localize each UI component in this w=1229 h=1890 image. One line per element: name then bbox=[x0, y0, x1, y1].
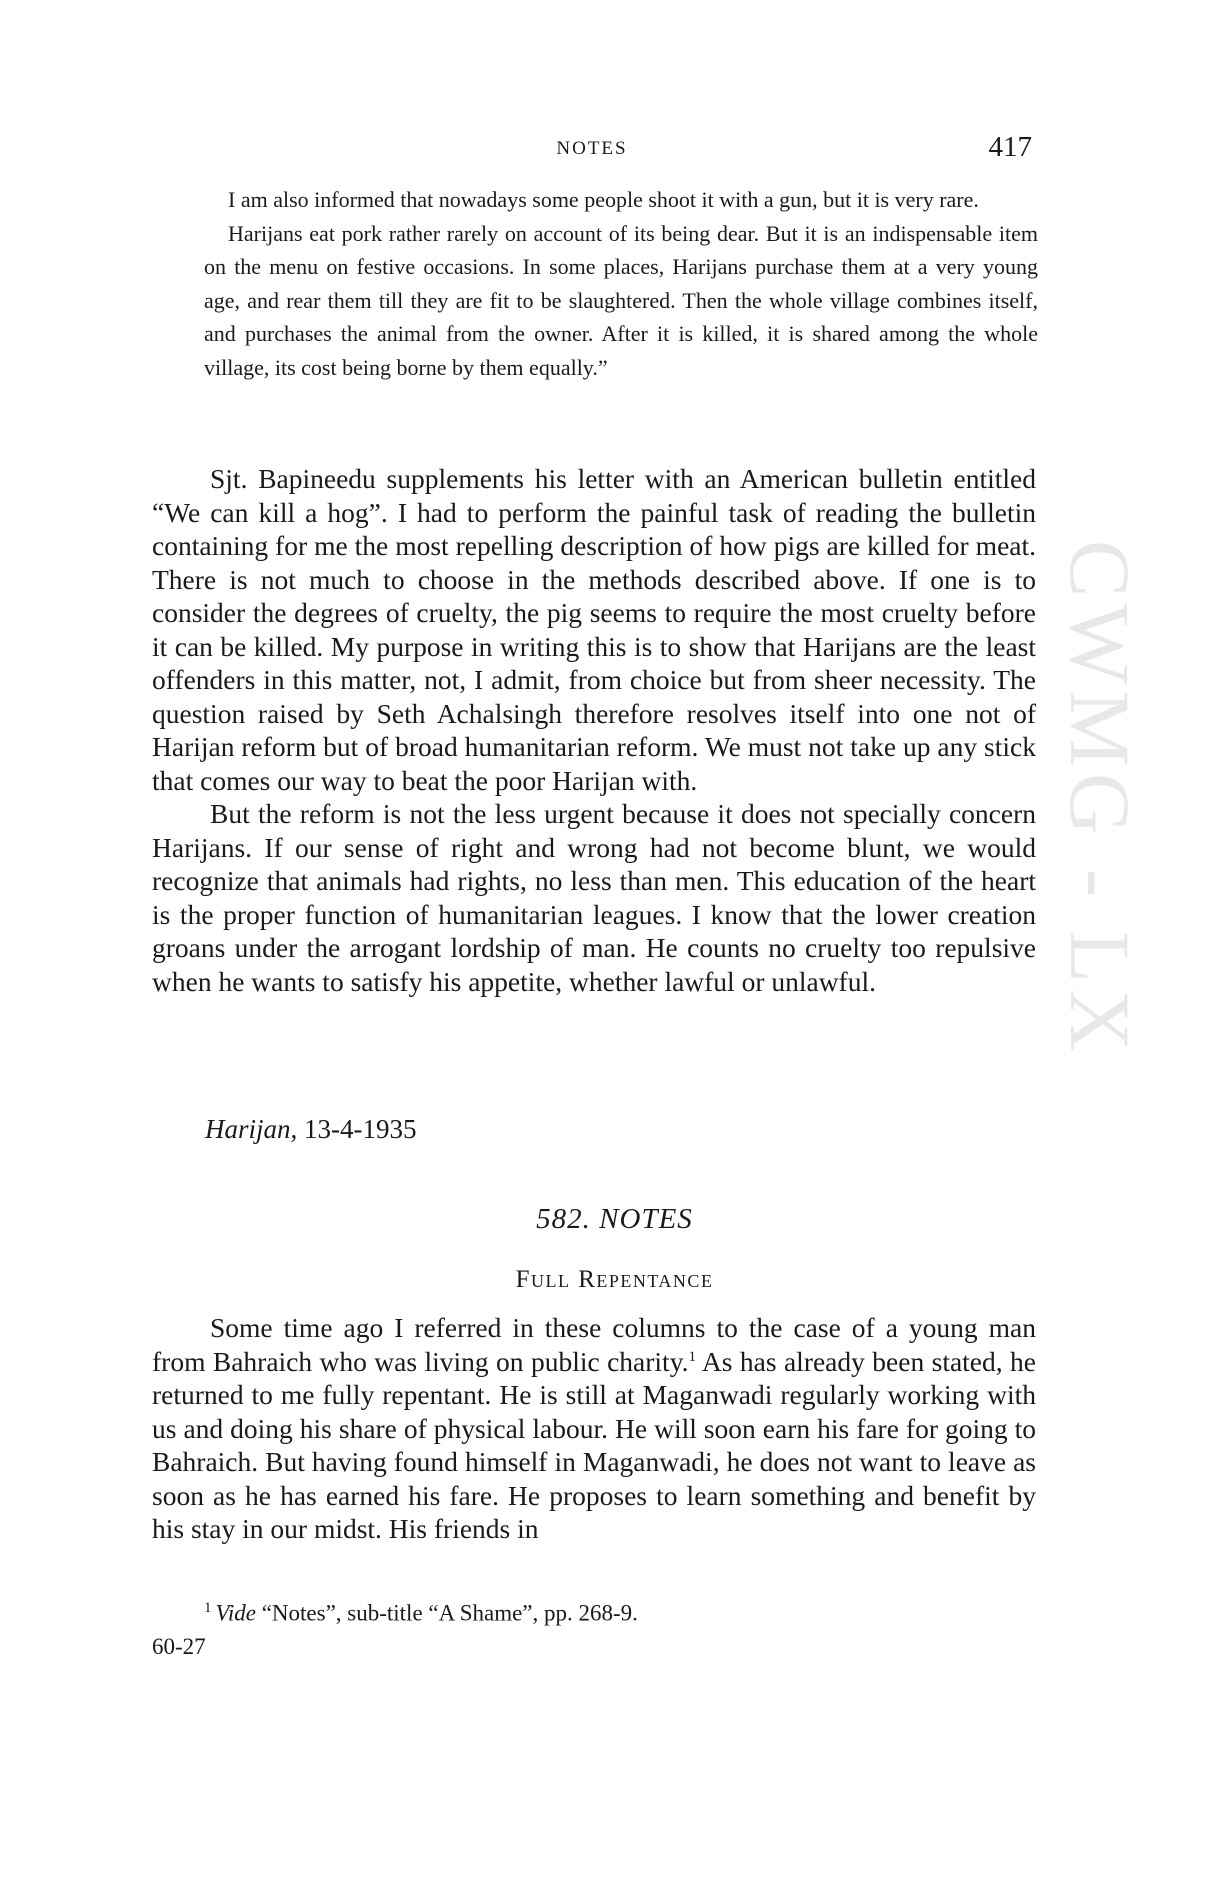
quoted-letter bbox=[204, 183, 1038, 384]
watermark: CWMG - LX bbox=[1052, 540, 1148, 1058]
running-title: NOTES bbox=[556, 138, 628, 159]
page-number: 417 bbox=[988, 131, 1032, 163]
source-citation bbox=[205, 1114, 417, 1145]
quote-paragraph: I am also informed that nowadays some people shoot it with a gun, but it is very rare. bbox=[228, 187, 979, 212]
paragraph-text: As has already been stated, he returned to me fully repentant. He is still at Maganwadi regularly working with us and doing his share of physical labour. He will soon earn his fare for going to Bahraich. But having found himself in Maganwadi, he does not want to leave as soon as he has earned his fare. He proposes to learn something and benefit by his stay in our midst. His friends in bbox=[152, 1345, 1036, 1544]
publication-name: Harijan, bbox=[205, 1114, 298, 1144]
publication-date: 13-4-1935 bbox=[304, 1114, 417, 1144]
paragraph-text: Some time ago I referred in these columns to the case of a young man from Bahraich who was living on public charity. bbox=[152, 1312, 1036, 1377]
body-paragraph bbox=[152, 1311, 1036, 1546]
body-text bbox=[152, 1311, 1036, 1546]
body-text bbox=[152, 462, 1036, 998]
running-head bbox=[152, 131, 1032, 165]
footnote-vide: Vide bbox=[215, 1600, 256, 1626]
section-subheading: Full Repentance bbox=[515, 1266, 714, 1293]
quote-paragraph: Harijans eat pork rather rarely on account of its being dear. But it is an indispensable item on the menu on festive occasions. In some places, Harijans purchase them at a very young age, and rear them till they are fit to be slaughtered. Then the whole village combines itself, and purchases the animal from the owner. After it is killed, it is shared among the whole village, its cost being borne by them equally.” bbox=[204, 220, 1038, 380]
footnote-number: 1 bbox=[204, 1600, 212, 1616]
footnote-reference[interactable]: 1 bbox=[688, 1348, 697, 1365]
section-heading: 582. NOTES bbox=[536, 1203, 693, 1235]
printer-signature: 60-27 bbox=[152, 1634, 206, 1659]
footnote-text: “Notes”, sub-title “A Shame”, pp. 268-9. bbox=[255, 1600, 638, 1626]
body-paragraph: Sjt. Bapineedu supplements his letter with an American bulletin entitled “We can kill a hog”. I had to perform the painful task of reading the bulletin containing for me the most repelling description of how pigs are killed for meat. There is not much to choose in the methods described above. If one is to consider the degrees of cruelty, the pig seems to require the most cruelty before it can be killed. My purpose in writing this is to show that Harijans are the least offenders in this matter, not, I admit, from choice but from sheer necessity. The question raised by Seth Achalsingh therefore resolves itself into one not of Harijan reform but of broad humanitarian reform. We must not take up any stick that comes our way to beat the poor Harijan with. bbox=[152, 463, 1036, 796]
body-paragraph: But the reform is not the less urgent because it does not specially concern Harijans. If our sense of right and wrong had not become blunt, we would recognize that animals had rights, no less than men. This education of the heart is the proper function of humanitarian leagues. I know that the lower creation groans under the arrogant lordship of man. He counts no cruelty too repulsive when he wants to satisfy his appetite, whether lawful or unlawful. bbox=[152, 798, 1036, 997]
footnote bbox=[204, 1600, 638, 1627]
